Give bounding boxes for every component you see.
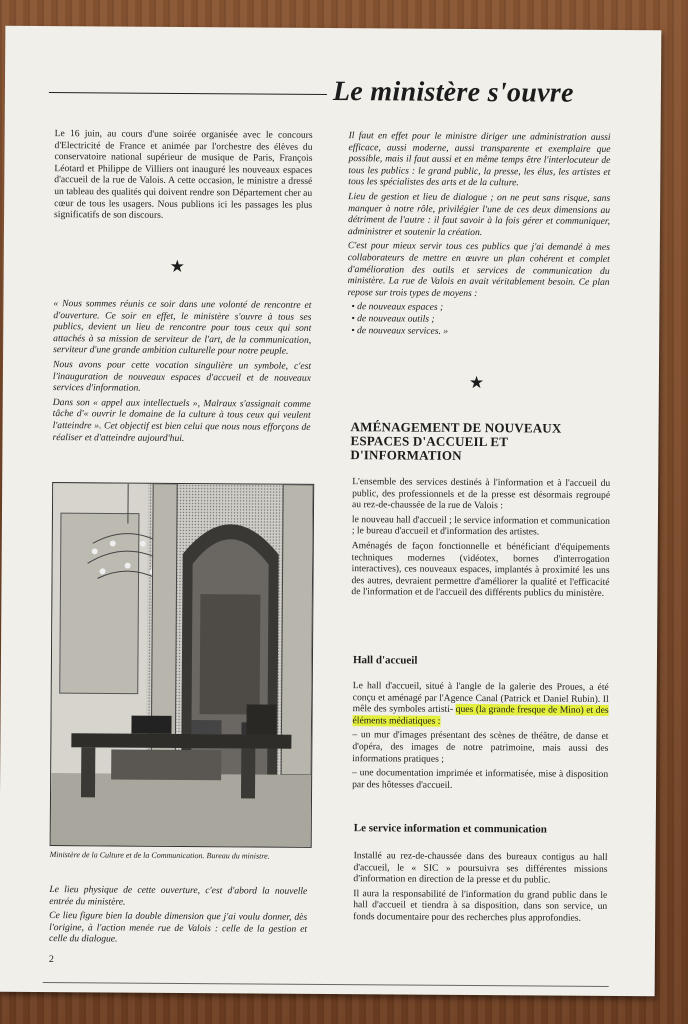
hall-body: [352, 680, 609, 795]
closing-quote: [49, 884, 307, 950]
quote-paragraph: Ce lieu figure bien la double dimension que j'ai voulu donner, dès l'origine, à l'action menée rue de Valois : celle de la gestion et celle du dialogue.: [48, 910, 308, 945]
list-item: • de nouveaux outils ;: [351, 313, 609, 326]
quote-paragraph: Il faut en effet pour le ministre diriger une administration aussi efficace, aussi moderne, aussi transparente et exemplaire que possible, mais il faut aussi et en même temps être l'interlocuteur de tous les publics : le grand public, la presse, les élus, les artistes et tous les spécialistes des arts et de la culture.: [348, 130, 611, 189]
page-title: Le ministère s'ouvre: [332, 76, 574, 109]
quote-paragraph: « Nous sommes réunis ce soir dans une volonté de rencontre et d'ouverture. Ce soir en effet, le ministère s'ouvre à tous ses publics, devient un lieu de rencontre pour tous ceux qui sont attachés à sa mission de serviteur de l'art, de la communication, serviteur d'une grande ambition culturelle pour notre peuple.: [53, 298, 312, 358]
quote-paragraph: Lieu de gestion et lieu de dialogue ; on ne peut sans risque, sans manquer à notre rôle, privilégier l'une de ces deux dimensions au détriment de l'autre : il faut savoir à la fois gérer et communiquer, administrer et soutenir la création.: [347, 191, 611, 238]
quote-paragraph: Nous avons pour cette vocation singulière un symbole, c'est l'inauguration de nouveaux espaces d'accueil et de nouveaux services d'information.: [52, 359, 312, 394]
means-list: [347, 301, 609, 338]
quote-paragraph: Le lieu physique de cette ouverture, c'est d'abord la nouvelle entrée du ministère.: [49, 884, 308, 908]
intro-paragraph: [54, 128, 313, 226]
body-paragraph: – une documentation imprimée et informatisée, mise à disposition par des hôtesses d'accueil.: [352, 767, 609, 791]
bottom-rule: [43, 982, 609, 987]
quote-paragraph: Dans son « appel aux intellectuels », Malraux s'assignait comme tâche d'« ouvrir le domaine de la culture à tous ceux qui veulent l'atteindre ». Cet objectif est bien celui que nous nous efforçons de réaliser et d'atteindre aujourd'hui.: [52, 396, 311, 444]
amenagement-body: [351, 476, 610, 603]
body-paragraph: Il aura la responsabilité de l'information du grand public dans le hall d'accueil et tiendra à sa disposition, dans son service, un fonds documentaire pour des recherches plus approfondies.: [353, 887, 608, 924]
section-heading-service: Le service information et communication: [353, 822, 547, 836]
hall-text: Le hall d'accueil, situé à l'angle de la galerie des Proues, a été conçu et aménagé par l'Agence Canal (Patrick et Daniel Rubin). Il mêle des symboles artisti-: [352, 680, 609, 716]
document-page: [0, 26, 661, 997]
office-photograph-image: [51, 483, 314, 847]
star-ornament: ★: [468, 372, 485, 393]
list-item: • de nouveaux espaces ;: [351, 301, 609, 314]
header-rule: [49, 92, 327, 95]
star-ornament: ★: [169, 256, 186, 276]
body-paragraph: Aménagés de façon fonctionnelle et bénéficiant d'équipements techniques modernes (vidéotex, bornes d'interrogation interactives), ces nouveaux espaces, implantés à proximité les uns des autres, devraient permettre d'améliorer la qualité et l'efficacité de l'information et de l'accueil des différents publics du ministère.: [351, 540, 610, 600]
body-paragraph: Installé au rez-de-chaussée dans des bureaux contigus au hall d'accueil, le « SIC » poursuivra ses différentes missions d'information en direction de la presse et du public.: [353, 850, 608, 886]
body-paragraph: le nouveau hall d'accueil ; le service information et communication ; le bureau d'accueil et d'information des artistes.: [351, 513, 610, 538]
speech-quote: [52, 298, 311, 448]
page-number: 2: [48, 954, 54, 966]
highlighted-text: ques (la grande fresque de Mino) et des éléments médiatiques :: [352, 704, 609, 727]
section-heading-amenagement: AMÉNAGEMENT DE NOUVEAUX ESPACES D'ACCUEIL ET D'INFORMATION: [350, 419, 562, 463]
office-photograph: [50, 482, 315, 848]
intro-text: Le 16 juin, au cours d'une soirée organisée avec le concours d'Electricité de France et animée par l'orchestre des élèves du conservatoire national supérieur de musique de Paris, François Léotard et Philippe de Villiers ont inauguré les nouveaux espaces d'accueil de la rue de Valois. A cette occasion, le ministre a dressé un tableau des qualités qui doivent rendre son Département cher au cœur de tous les usagers. Nous publions ici les passages les plus significatifs de son discours.: [54, 128, 313, 221]
body-paragraph: [352, 680, 608, 728]
list-item: • de nouveaux services. »: [351, 325, 609, 338]
photo-caption: Ministère de la Culture et de la Communication. Bureau du ministre.: [49, 850, 270, 861]
body-paragraph: L'ensemble des services destinés à l'information et à l'accueil du public, des professionnels et de la presse est désormais regroupé au rez-de-chaussée de la rue de Valois :: [352, 476, 611, 512]
body-paragraph: – un mur d'images présentant des scènes de théâtre, de danse et d'opéra, des images de notre patrimoine, mais aussi des informations pratiques ;: [352, 729, 609, 765]
speech-quote-continued: [347, 130, 610, 338]
service-body: [353, 850, 608, 927]
section-heading-hall: Hall d'accueil: [352, 654, 418, 667]
quote-paragraph: C'est pour mieux servir tous ces publics que j'ai demandé à mes collaborateurs de mettre en œuvre un plan cohérent et complet d'amélioration des outils et services de communication du ministère. La rue de Valois en avait véritablement besoin. Ce plan repose sur trois types de moyens :: [347, 240, 610, 299]
